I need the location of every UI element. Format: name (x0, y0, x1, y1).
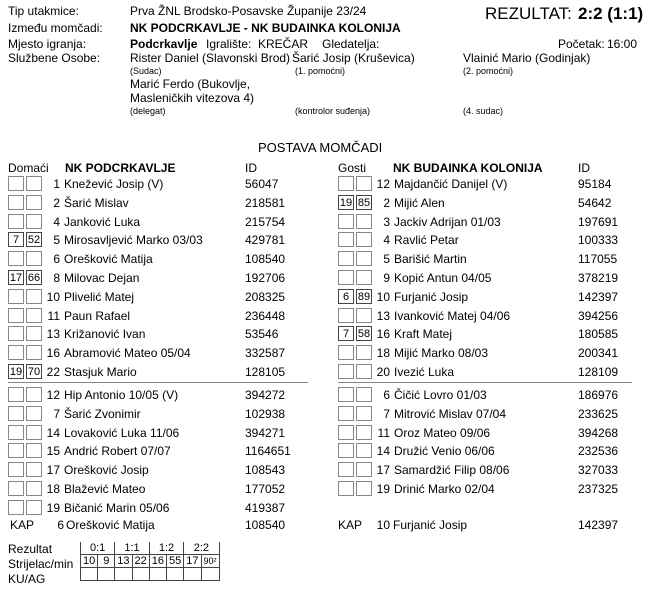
player-number: 9 (383, 271, 390, 285)
away-player-event-box (338, 425, 354, 440)
player-name: Stasjuk Mario (64, 365, 137, 379)
home-player-event-box: 7 (8, 232, 24, 247)
competition-name: Prva ŽNL Brodsko-Posavske Županije 23/24 (130, 4, 367, 18)
player-number: 2 (383, 195, 390, 210)
delegate-line1: Marić Ferdo (Bukovlje, (130, 77, 251, 91)
player-id: 215754 (245, 214, 286, 229)
player-number: 14 (376, 444, 390, 459)
assistant1-name: Šarić Josip (Kruševica) (292, 51, 415, 65)
player-name: Andrić Robert 07/07 (64, 444, 171, 459)
home-starters-row (8, 345, 328, 361)
away-subs-row (338, 481, 656, 497)
away-starters-row (338, 195, 656, 211)
away-captain-number: 10 (376, 518, 390, 532)
player-id: 233625 (578, 406, 619, 421)
referee-name: Rister Daniel (Slavonski Brod) (130, 51, 291, 65)
player-name: Mijić Marko 08/03 (394, 346, 489, 361)
player-id: 394256 (578, 308, 619, 323)
result-label: REZULTAT: (485, 4, 572, 23)
player-name: Blažević Mateo (64, 482, 146, 496)
home-player-event-box: 17 (9, 272, 23, 284)
away-player-event-box (338, 406, 354, 421)
lineup-title: POSTAVA MOMČADI (258, 140, 383, 155)
player-id: 378219 (578, 271, 619, 285)
away-starters-row (338, 345, 656, 361)
officials-label: Službene Osobe: (8, 51, 101, 65)
spectators-label: Gledatelja: (322, 37, 380, 51)
home-subs-row (8, 406, 328, 422)
player-id: 332587 (245, 346, 286, 361)
away-id-label: ID (578, 161, 590, 175)
home-starters-row (8, 251, 328, 267)
player-number: 18 (376, 346, 390, 361)
away-subs-row (338, 425, 656, 441)
score-cell: 2:2 (184, 542, 219, 555)
player-name: Ivezić Luka (394, 365, 455, 379)
player-number: 6 (383, 388, 390, 402)
scorer-minute-cell: 55 (167, 555, 184, 568)
kuag-cell (167, 568, 184, 581)
away-player-event-box: 19 (339, 196, 353, 209)
score-cell: 1:1 (115, 542, 150, 555)
home-player-event-box (8, 345, 24, 360)
player-id: 186976 (578, 388, 619, 402)
kuag-cell (81, 568, 98, 581)
player-number: 14 (46, 425, 60, 440)
away-player-event-box (338, 462, 354, 477)
player-name: Kraft Matej (394, 327, 453, 342)
away-captain-id: 142397 (578, 518, 619, 532)
player-number: 6 (53, 252, 60, 267)
home-side-label: Domaći (8, 161, 49, 175)
player-number: 7 (53, 406, 60, 421)
away-player-event-box (338, 364, 354, 379)
player-name: Jackiv Adrijan 01/03 (394, 214, 501, 229)
player-number: 11 (47, 308, 60, 323)
player-name: Mijić Alen (394, 195, 445, 210)
player-id: 236448 (245, 308, 286, 323)
ground-label: Igralište: (206, 37, 252, 51)
home-subs-row (8, 443, 328, 459)
home-starters-row (8, 289, 328, 305)
away-subs-row (338, 443, 656, 459)
away-starters-row (338, 214, 656, 230)
home-player-event-box (8, 481, 24, 496)
kuag-row-label: KU/AG (8, 572, 46, 586)
away-subs-row (338, 406, 656, 422)
player-name: Oroz Mateo 09/06 (394, 425, 491, 440)
player-number: 16 (376, 327, 390, 342)
fourth-role: (4. sudac) (463, 106, 504, 116)
home-player-event-box: 19 (9, 366, 23, 378)
player-number: 19 (46, 500, 60, 515)
away-starters-row (338, 176, 656, 192)
control-role: (kontrolor suđenja) (295, 106, 371, 116)
home-player-event-box (8, 406, 24, 421)
away-starters-row (338, 308, 656, 324)
home-starters-row (8, 326, 328, 342)
home-player-event-box (8, 214, 24, 229)
player-name: Majdančić Danijel (V) (394, 177, 508, 191)
away-player-event-box: 7 (338, 326, 354, 341)
player-number: 10 (376, 289, 390, 304)
player-name: Orešković Matija (64, 252, 153, 267)
home-captain-label: KAP (10, 518, 35, 532)
player-name: Orešković Josip (64, 463, 149, 478)
player-id: 218581 (245, 195, 286, 210)
start-label: Početak: (558, 37, 605, 51)
home-player-event-box (8, 326, 24, 341)
score-cell: 0:1 (81, 542, 115, 555)
player-name: Abramović Mateo 05/04 (64, 346, 191, 361)
away-starters-row (338, 270, 656, 286)
player-number: 2 (53, 195, 60, 210)
away-player-event-box (338, 176, 354, 191)
home-player-event-box (8, 443, 24, 458)
player-number: 20 (376, 365, 390, 379)
teams-label: Između momčadi: (8, 21, 103, 35)
player-name: Milovac Dejan (64, 271, 140, 285)
home-captain-name: Orešković Matija (66, 518, 155, 532)
home-captain-id: 108540 (245, 518, 286, 532)
player-name: Šarić Mislav (64, 195, 129, 210)
away-player-event-box: 85 (357, 196, 371, 209)
player-id: 142397 (578, 289, 619, 304)
away-subs-row (338, 462, 656, 478)
away-team-name: NK BUDAINKA KOLONIJA (393, 161, 543, 175)
scorer-number-cell: 13 (115, 555, 132, 568)
player-name: Furjanić Josip (394, 289, 469, 304)
ground-value: KREČAR (258, 37, 309, 51)
away-subs-separator (338, 382, 632, 383)
home-starters-row (8, 308, 328, 324)
player-name: Družić Venio 06/06 (394, 444, 495, 459)
home-player-event-box (8, 425, 24, 440)
player-id: 108543 (245, 463, 286, 478)
scorer-minute-cell: 9 (98, 555, 115, 568)
player-number: 13 (376, 308, 390, 323)
away-player-event-box (338, 308, 354, 323)
score-cell: 1:2 (149, 542, 184, 555)
player-id: 192706 (245, 271, 286, 285)
away-starters-row (338, 232, 656, 248)
player-number: 17 (46, 463, 60, 478)
away-player-event-box (338, 345, 354, 360)
referee-role: (Sudac) (130, 66, 162, 76)
player-id: 200341 (578, 346, 619, 361)
player-number: 3 (383, 214, 390, 229)
player-number: 8 (53, 271, 60, 285)
player-number: 17 (376, 463, 390, 478)
player-name: Križanović Ivan (64, 327, 146, 342)
home-player-event-box (8, 500, 24, 515)
player-number: 1 (53, 177, 60, 191)
player-id: 128105 (245, 365, 286, 379)
home-team-name: NK PODCRKAVLJE (65, 161, 176, 175)
home-player-event-box: 66 (27, 272, 41, 284)
away-starters-row (338, 251, 656, 267)
player-name: Janković Luka (64, 214, 141, 229)
player-id: 419387 (245, 500, 286, 515)
player-name: Barišić Martin (394, 252, 467, 267)
home-player-event-box (8, 308, 24, 323)
away-player-event-box (338, 270, 354, 285)
away-subs-row (338, 387, 656, 403)
player-name: Drinić Marko 02/04 (394, 482, 495, 496)
player-id: 56047 (245, 177, 279, 191)
player-name: Knežević Josip (V) (64, 177, 164, 191)
player-number: 22 (46, 365, 60, 379)
player-id: 117055 (578, 252, 618, 267)
scorer-number-cell: 10 (81, 555, 98, 568)
place-value: Podcrkavlje (130, 37, 198, 51)
home-id-label: ID (245, 161, 257, 175)
place-label: Mjesto igranja: (8, 37, 87, 51)
player-name: Mitrović Mislav 07/04 (394, 406, 507, 421)
player-name: Hip Antonio 10/05 (V) (64, 388, 179, 402)
away-player-event-box (338, 443, 354, 458)
kuag-cell (98, 568, 115, 581)
home-starters-row (8, 270, 328, 286)
away-starters-row (338, 289, 656, 305)
scoring-table (80, 542, 220, 581)
home-captain-number: 6 (57, 518, 64, 532)
away-player-event-box: 89 (357, 290, 371, 303)
home-starters-row (8, 232, 328, 248)
home-starters-row (8, 176, 328, 192)
assistant1-role: (1. pomoćni) (295, 66, 346, 76)
away-starters-row (338, 326, 656, 342)
home-subs-row (8, 425, 328, 441)
assistant2-role: (2. pomoćni) (463, 66, 514, 76)
away-player-event-box: 58 (357, 328, 371, 341)
home-player-event-box (8, 462, 24, 477)
player-id: 54642 (578, 195, 612, 210)
player-name: Lovaković Luka 11/06 (64, 425, 180, 440)
player-number: 13 (46, 327, 60, 342)
result-row-label: Rezultat (8, 542, 53, 556)
player-id: 108540 (245, 252, 286, 267)
start-value: 16:00 (607, 37, 638, 51)
match-type-label: Tip utakmice: (8, 4, 79, 18)
player-id: 100333 (578, 233, 619, 248)
player-name: Bičanić Marin 05/06 (64, 500, 170, 515)
away-player-event-box (338, 251, 354, 266)
away-player-event-box (338, 387, 354, 402)
player-id: 95184 (578, 177, 612, 191)
scorer-number-cell: 16 (149, 555, 166, 568)
home-subs-row (8, 387, 328, 403)
scorer-row-label: Strijelac/min (8, 557, 74, 571)
player-id: 180585 (578, 327, 619, 342)
player-number: 4 (53, 214, 60, 229)
player-number: 4 (383, 233, 390, 248)
player-number: 15 (46, 444, 60, 459)
home-subs-separator (8, 382, 308, 383)
home-player-event-box (8, 176, 24, 191)
player-id: 197691 (578, 214, 619, 229)
away-starters-row (338, 364, 656, 380)
player-number: 10 (46, 289, 60, 304)
home-starters-row (8, 214, 328, 230)
player-id: 102938 (245, 406, 286, 421)
home-player-event-box (8, 289, 24, 304)
away-captain-name: Furjanić Josip (393, 518, 468, 532)
player-id: 394272 (245, 388, 286, 402)
kuag-cell (132, 568, 149, 581)
kuag-cell (184, 568, 201, 581)
kuag-cell (115, 568, 132, 581)
player-id: 53546 (245, 327, 279, 342)
player-name: Ivanković Matej 04/06 (394, 308, 511, 323)
assistant2-name: Vlainić Mario (Godinjak) (463, 51, 591, 65)
player-name: Paun Rafael (64, 308, 131, 323)
kuag-cell (201, 568, 219, 581)
delegate-role: (delegat) (130, 106, 166, 116)
player-number: 12 (46, 388, 60, 402)
home-starters-row (8, 195, 328, 211)
player-id: 208325 (245, 289, 286, 304)
home-subs-row (8, 500, 328, 516)
player-number: 11 (377, 425, 390, 440)
home-player-event-box (8, 387, 24, 402)
home-player-event-box (8, 251, 24, 266)
player-number: 12 (376, 177, 390, 191)
home-starters-row (8, 364, 328, 380)
player-id: 1164651 (245, 444, 291, 459)
player-name: Kopić Antun 04/05 (394, 271, 492, 285)
player-name: Mirosavljević Marko 03/03 (64, 233, 203, 248)
home-player-event-box: 52 (27, 234, 41, 247)
scorer-number-cell: 17 (184, 555, 201, 568)
scorer-minute-cell: 22 (132, 555, 149, 568)
away-captain-label: KAP (338, 518, 363, 532)
player-id: 128109 (578, 365, 619, 379)
result-value: 2:2 (1:1) (578, 4, 644, 23)
delegate-line2: Masleničkih vitezova 4) (130, 91, 255, 105)
player-name: Šarić Zvonimir (64, 406, 141, 421)
player-number: 5 (53, 233, 60, 248)
player-id: 177052 (245, 482, 286, 496)
player-id: 237325 (578, 482, 619, 496)
player-name: Ravlić Petar (394, 233, 459, 248)
away-player-event-box (338, 232, 354, 247)
home-subs-row (8, 481, 328, 497)
home-player-event-box: 70 (27, 366, 41, 378)
player-name: Plivelić Matej (64, 289, 135, 304)
player-number: 18 (46, 482, 60, 496)
home-subs-row (8, 462, 328, 478)
home-player-event-box (8, 195, 24, 210)
player-id: 232536 (578, 444, 619, 459)
player-name: Čičić Lovro 01/03 (394, 388, 487, 402)
player-id: 429781 (245, 233, 286, 248)
player-id: 394268 (578, 425, 619, 440)
player-id: 394271 (245, 425, 286, 440)
player-number: 7 (383, 406, 390, 421)
player-number: 19 (376, 482, 390, 496)
player-number: 5 (383, 252, 390, 267)
player-name: Samardžić Filip 08/06 (394, 463, 510, 478)
scorer-minute-cell: 90² (201, 555, 219, 568)
kuag-cell (149, 568, 166, 581)
away-player-event-box: 6 (338, 289, 354, 304)
teams-value: NK PODCRKAVLJE - NK BUDAINKA KOLONIJA (130, 21, 401, 35)
player-number: 16 (46, 346, 60, 361)
away-side-label: Gosti (338, 161, 367, 175)
away-player-event-box (338, 481, 354, 496)
away-player-event-box (338, 214, 354, 229)
player-id: 327033 (578, 463, 619, 478)
